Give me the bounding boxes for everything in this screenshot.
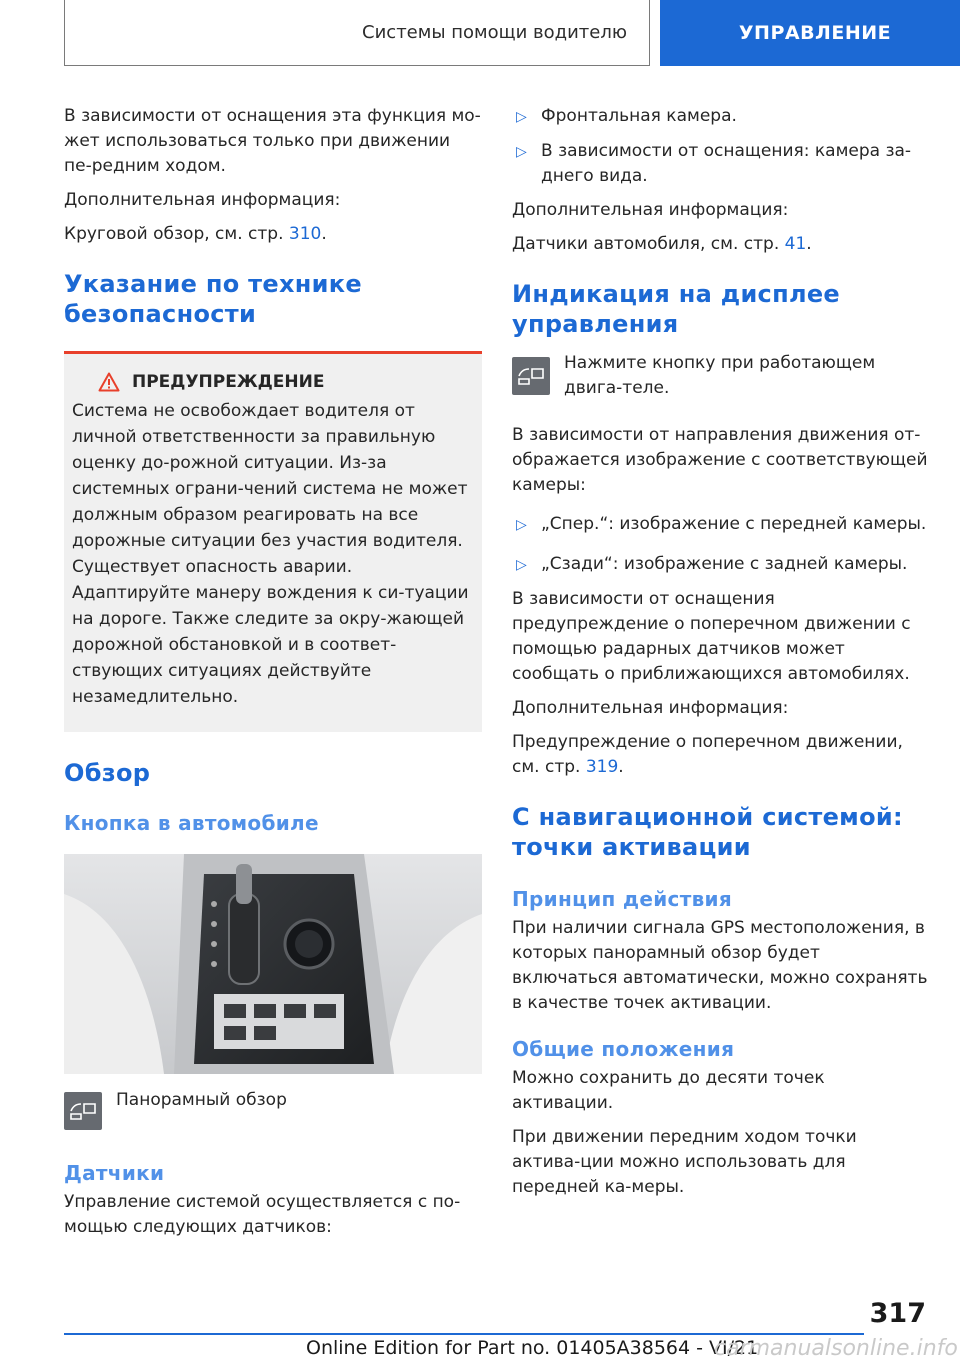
warning-triangle-icon <box>98 372 120 392</box>
sensors-heading: Датчики <box>64 1161 165 1185</box>
right-column <box>512 104 928 1209</box>
surround-view-reference: Круговой обзор, см. стр. 310. <box>64 224 327 244</box>
principle-heading: Принцип действия <box>512 887 732 911</box>
list-item: ▷ В зависимости от оснащения: камера за-днего вида. <box>512 139 928 189</box>
general-text-2: При движении передним ходом точки актива-ции можно использовать для передней ка-меры. <box>512 1127 857 1197</box>
footer-divider <box>64 1333 864 1335</box>
list-item: ▷ Фронтальная камера. <box>512 104 928 130</box>
bullet-triangle-icon: ▷ <box>516 144 527 160</box>
press-button-instruction <box>512 353 928 401</box>
page-link-319[interactable]: 319 <box>585 757 619 777</box>
vehicle-sensors-reference: Датчики автомобиля, см. стр. 41. <box>512 234 812 254</box>
list-item: ▷ „Сзади“: изображение с задней камеры. <box>512 552 928 578</box>
bullet-triangle-icon: ▷ <box>516 557 527 573</box>
panorama-camera-icon <box>512 357 550 395</box>
additional-info-label: Дополнительная информация: <box>512 698 789 718</box>
press-button-text: Нажмите кнопку при работающем двига-теле. <box>564 353 876 398</box>
intro-paragraph: В зависимости от оснащения эта функция мо-жет использоваться только при движении пе-редним ходом. <box>64 106 481 176</box>
list-item: ▷ „Спер.“: изображение с передней камеры. <box>512 512 928 538</box>
principle-text: При наличии сигнала GPS местоположения, в которых панорамный обзор будет включаться автоматически, можно сохранять в качестве точек активации. <box>512 918 928 1013</box>
warning-title: ПРЕДУПРЕЖДЕНИЕ <box>72 372 474 392</box>
center-console-image <box>64 854 482 1074</box>
bullet-triangle-icon: ▷ <box>516 109 527 125</box>
overview-heading: Обзор <box>64 759 151 787</box>
center-console-photo <box>64 854 482 1074</box>
left-column <box>64 104 482 1249</box>
panorama-button-legend <box>64 1092 482 1130</box>
general-text-1: Можно сохранить до десяти точек активации. <box>512 1068 825 1113</box>
general-heading: Общие положения <box>512 1037 735 1061</box>
page-link-41[interactable]: 41 <box>784 234 807 254</box>
direction-paragraph: В зависимости от направления движения от-ображается изображение с соответствующей камеры: <box>512 425 928 495</box>
sensors-text: Управление системой осуществляется с по-мощью следующих датчиков: <box>64 1192 461 1237</box>
cross-traffic-paragraph: В зависимости от оснащения предупреждение о поперечном движении с помощью радарных датчиков может сообщать о приближающихся автомобилях. <box>512 589 911 684</box>
edition-text: Online Edition for Part no. 01405A38564 - VI/21 <box>306 1337 759 1359</box>
navigation-heading: С навигационной системой: точки активации <box>512 803 903 861</box>
section-title: Системы помощи водителю <box>362 22 627 43</box>
section-header-tab <box>64 0 650 66</box>
additional-info-label: Дополнительная информация: <box>64 190 341 210</box>
panorama-label: Панорамный обзор <box>116 1090 287 1110</box>
cross-traffic-reference: Предупреждение о поперечном движении, см. стр. 319. <box>512 732 903 777</box>
button-in-car-heading: Кнопка в автомобиле <box>64 811 319 835</box>
warning-box <box>64 351 482 732</box>
bullet-triangle-icon: ▷ <box>516 517 527 533</box>
chapter-header-tab <box>660 0 960 66</box>
additional-info-label: Дополнительная информация: <box>512 200 789 220</box>
page-link-310[interactable]: 310 <box>288 224 322 244</box>
display-heading: Индикация на дисплее управления <box>512 280 840 338</box>
panorama-camera-icon <box>64 1092 102 1130</box>
watermark: carmanualsonline.info <box>714 1336 958 1361</box>
page-number: 317 <box>869 1298 926 1329</box>
chapter-title: УПРАВЛЕНИЕ <box>738 22 892 44</box>
safety-heading: Указание по технике безопасности <box>64 270 362 328</box>
warning-text: Система не освобождает водителя от личной ответственности за правильную оценку до-рожной ситуации. Из-за системных ограни-чений система не может должным образом реагировать на все дорожные ситуации без участия водителя. Существует опасность аварии. Адаптируйте манеру вождения к си-туации на дороге. Также следите за окру-жающей дорожной обстановкой и в соответ-ствующих ситуациях действуйте незамедлительно. <box>72 401 469 707</box>
